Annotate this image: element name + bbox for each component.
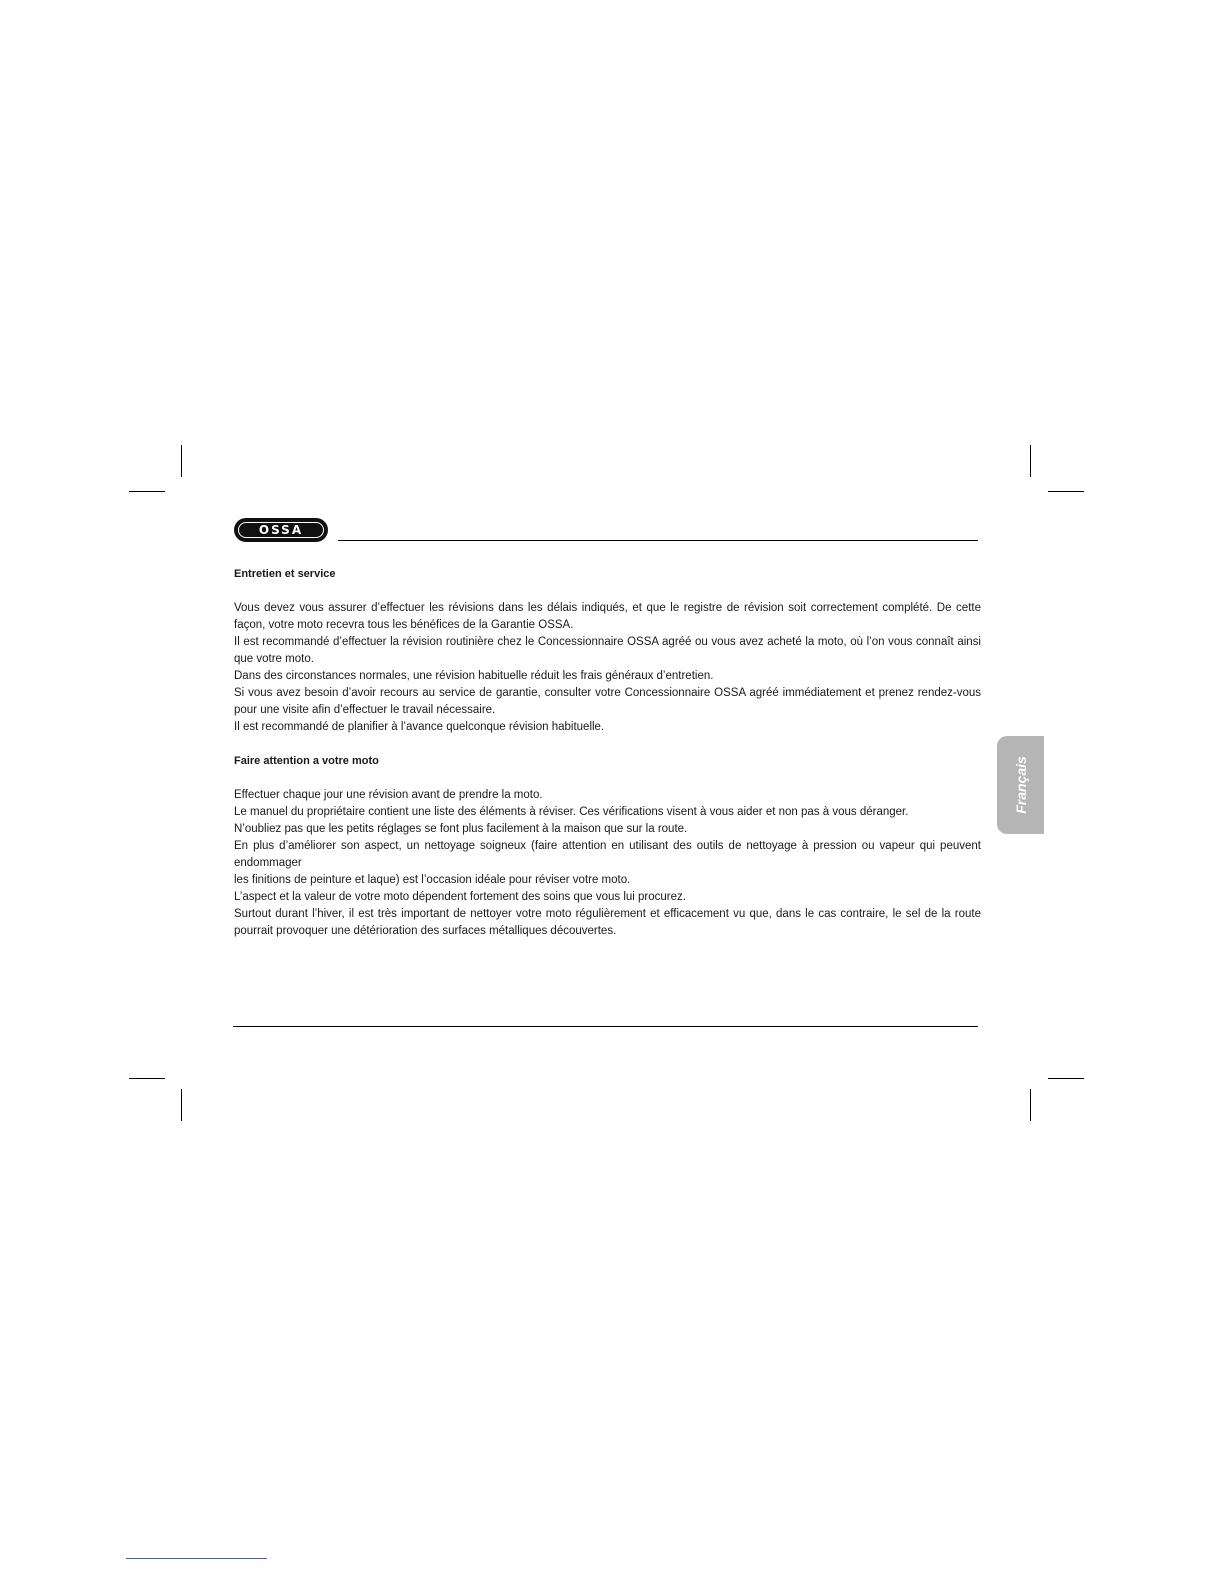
paragraph: Il est recommandé d’effectuer la révision routinière chez le Concessionnaire OSSA agréé ou vous avez acheté la moto, où l’on vous connaît ainsi que votre moto. [234,636,981,665]
crop-mark-top-right-horizontal [1048,491,1084,492]
paragraph: L’aspect et la valeur de votre moto dépendent fortement des soins que vous lui procurez. [234,891,686,903]
ossa-logo-text: OSSA [258,523,304,537]
crop-mark-top-left-vertical [181,445,182,477]
spacer [234,736,981,753]
crop-mark-top-left-horizontal [129,491,165,492]
paragraph: Effectuer chaque jour une révision avant de prendre la moto. [234,789,543,801]
spacer [234,770,981,787]
page-content [234,566,981,940]
language-tab [997,736,1044,834]
spacer [234,583,981,600]
section-title-care: Faire attention a votre moto [234,755,379,767]
paragraph: les finitions de peinture et laque) est l’occasion idéale pour réviser votre moto. [234,874,631,886]
crop-mark-top-right-vertical [1030,445,1031,477]
paragraph: Il est recommandé de planifier à l’avance quelconque révision habituelle. [234,721,605,733]
paragraph: N’oubliez pas que les petits réglages se font plus facilement à la maison que sur la route. [234,823,688,835]
section-title-maintenance: Entretien et service [234,568,336,580]
paragraph: Le manuel du propriétaire contient une liste des éléments à réviser. Ces vérifications visent à vous aider et non pas à vous déranger. [234,806,909,818]
ossa-logo-frame [238,522,324,538]
paragraph: Surtout durant l’hiver, il est très important de nettoyer votre moto régulièrement et efficacement vu que, dans le cas contraire, le sel de la route pourrait provoquer une détérioration des surfaces métalliques découvertes. [234,908,981,937]
header-rule [338,540,978,541]
footer-rule [233,1026,978,1027]
crop-mark-bottom-right-horizontal [1048,1078,1084,1079]
paragraph: Vous devez vous assurer d’effectuer les révisions dans les délais indiqués, et que le registre de révision soit correctement complété. De cette façon, votre moto recevra tous les bénéfices de la Garantie OSSA. [234,602,981,631]
crop-mark-bottom-left-horizontal [129,1078,165,1079]
paragraph: Dans des circonstances normales, une révision habituelle réduit les frais généraux d’entretien. [234,670,714,682]
bottom-link-underline [126,1558,267,1559]
language-tab-label: Français [1012,756,1029,814]
crop-mark-bottom-right-vertical [1030,1089,1031,1121]
paragraph: Si vous avez besoin d’avoir recours au service de garantie, consulter votre Concessionnaire OSSA agréé immédiatement et prenez rendez-vous pour une visite afin d’effectuer le travail nécessaire. [234,687,981,716]
ossa-logo [234,518,328,542]
crop-mark-bottom-left-vertical [181,1089,182,1121]
paragraph: En plus d’améliorer son aspect, un nettoyage soigneux (faire attention en utilisant des outils de nettoyage à pression ou vapeur qui peuvent endommager [234,840,981,869]
